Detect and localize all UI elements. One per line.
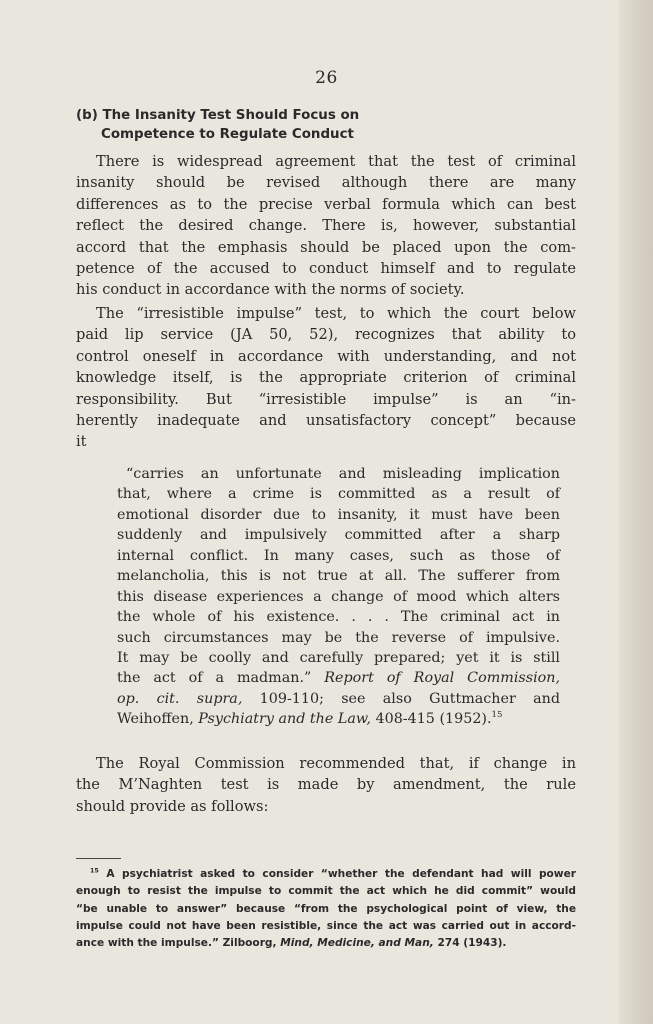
citation-title: Report of Royal Commission,	[324, 670, 561, 687]
section-heading-line-2: Competence to Regulate Conduct	[101, 127, 354, 142]
quote-line: melancholia, this is not true at all. The sufferer from	[117, 568, 560, 585]
paragraph-line: knowledge itself, is the appropriate criterion of criminal	[76, 369, 576, 387]
footnote-line: “be unable to answer” because “from the psychological point of view, the	[76, 902, 576, 915]
quote-line: the whole of his existence. . . . The criminal act in	[117, 609, 560, 626]
paragraph-line: herently inadequate and unsatisfactory concept” because	[76, 411, 576, 429]
citation-text: 408-415 (1952).	[370, 711, 492, 728]
paragraph-line: accord that the emphasis should be placed upon the com-	[76, 238, 576, 256]
paragraph-line: responsibility. But “irresistible impulse” is an “in-	[76, 390, 576, 408]
paragraph-line: it	[76, 433, 87, 451]
footnote-line	[76, 935, 576, 952]
paragraph-line: reflect the desired change. There is, however, substantial	[76, 217, 576, 235]
paragraph-line: The Royal Commission recommended that, if change in	[96, 755, 576, 772]
footnote-text: ance with the impulse.” Zilboorg,	[76, 937, 281, 950]
quote-line: emotional disorder due to insanity, it must have been	[117, 506, 560, 523]
footnote-line	[76, 866, 576, 883]
footnote-line: impulse could not have been resistible, since the act was carried out in accord-	[76, 919, 576, 932]
quote-citation-line	[117, 668, 560, 688]
page-edge-shadow	[619, 0, 653, 1024]
quote-line: this disease experiences a change of mood which alters	[117, 588, 560, 605]
paragraph-line: the M’Naghten test is made by amendment, the rule	[76, 776, 576, 794]
paragraph-1	[76, 151, 576, 301]
page-number: 26	[315, 68, 338, 88]
citation-title: Psychiatry and the Law,	[198, 711, 371, 728]
paragraph-line: should provide as follows:	[76, 797, 269, 815]
quote-line: that, where a crime is committed as a result of	[117, 486, 560, 503]
footnote-divider	[76, 858, 121, 859]
quote-citation-line	[117, 689, 560, 709]
citation-italic: op. cit. supra,	[117, 690, 243, 707]
footnote-text: 274 (1943).	[433, 937, 507, 950]
quote-line: such circumstances may be the reverse of impulsive.	[117, 629, 560, 646]
footnote-text: A psychiatrist asked to consider “whether the defendant had will power	[98, 868, 576, 880]
quote-citation-line	[117, 709, 560, 729]
footnote-line: enough to resist the impulse to commit the act which he did commit” would	[76, 885, 576, 898]
block-quote	[117, 464, 560, 730]
quote-line: “carries an unfortunate and misleading implication	[126, 466, 560, 482]
footnote-number: 15	[90, 867, 99, 875]
quote-line: It may be coolly and carefully prepared; yet it is still	[117, 649, 560, 666]
footnote	[76, 866, 576, 952]
footnote-ref[interactable]: 15	[491, 710, 503, 721]
quote-line: suddenly and impulsively committed after a sharp	[117, 527, 560, 544]
paragraph-2	[76, 303, 576, 453]
paragraph-line: differences as to the precise verbal formula which can best	[76, 195, 576, 213]
paragraph-line: control oneself in accordance with understanding, and not	[76, 347, 576, 365]
paragraph-line: paid lip service (JA 50, 52), recognizes that ability to	[76, 326, 576, 344]
paragraph-line: insanity should be revised although there are many	[76, 174, 576, 192]
paragraph-line: petence of the accused to conduct himself and to regulate	[76, 259, 576, 277]
footnote-citation-title: Mind, Medicine, and Man,	[280, 937, 434, 950]
citation-text: Weihoffen,	[117, 711, 199, 728]
section-heading-line-1: (b) The Insanity Test Should Focus on	[76, 108, 360, 123]
section-heading	[76, 106, 576, 144]
quote-line: internal conflict. In many cases, such as those of	[117, 547, 560, 564]
paragraph-line: his conduct in accordance with the norms of society.	[76, 281, 465, 299]
paragraph-line: There is widespread agreement that the test of criminal	[96, 153, 576, 170]
citation-text: 109-110; see also Guttmacher and	[242, 690, 560, 707]
paragraph-line: The “irresistible impulse” test, to which the court below	[96, 305, 576, 322]
quote-end: the act of a madman.”	[117, 670, 312, 687]
paragraph-3	[76, 753, 576, 817]
